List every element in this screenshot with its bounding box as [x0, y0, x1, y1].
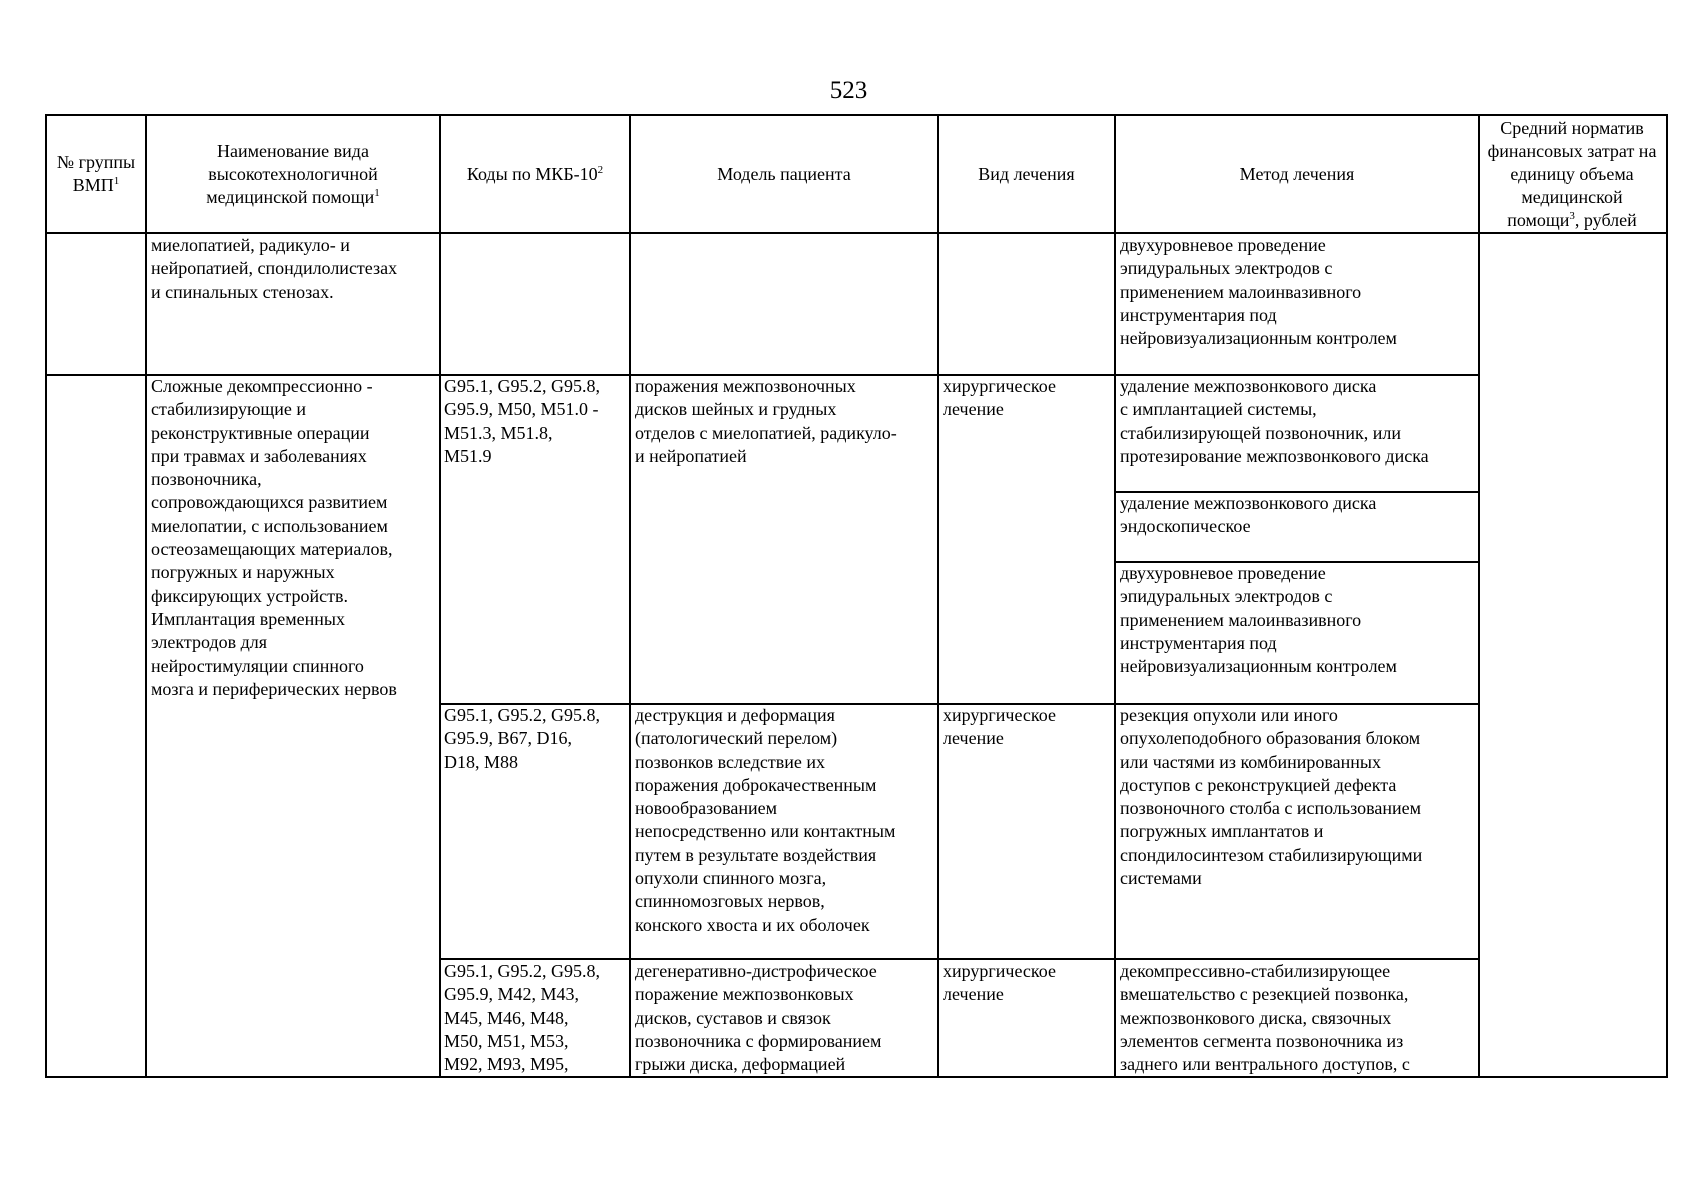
col-border-1: [145, 114, 147, 1078]
cell-treatment: хирургическое лечение: [943, 961, 1056, 1005]
col-border-6: [1478, 114, 1480, 1078]
cell-method: удаление межпозвонкового диска эндоскопическое: [1120, 493, 1377, 537]
cell-method: двухуровневое проведение эпидуральных электродов с применением малоинвазивного инструментария под нейровизуализационным контролем: [1120, 563, 1397, 677]
cell-treatment: хирургическое лечение: [943, 705, 1056, 749]
cell-model: деструкция и деформация (патологический перелом) позвонков вследствие их поражения доброкачественным новообразованием непосредственно или контактным путем в результате воздействия опухоли спинного мозга, спинномозговых нервов, конского хвоста и их оболочек: [635, 705, 896, 935]
cell-method: удаление межпозвонкового диска с имплантацией системы, стабилизирующей позвоночник, или протезирование межпозвонкового диска: [1120, 376, 1429, 466]
cell-codes: G95.1, G95.2, G95.8, G95.9, M42, M43, M45, M46, M48, M50, M51, M53, M92, M93, M95,: [444, 961, 600, 1075]
header-group: № группы ВМП$^1$: [56, 152, 136, 195]
cell-method: двухуровневое проведение эпидуральных электродов с применением малоинвазивного инструментария под нейровизуализационным контролем: [1120, 235, 1397, 349]
header-method: Метод лечения: [1239, 163, 1355, 184]
col-border-5: [1114, 114, 1116, 1078]
header-cost: Средний норматив финансовых затрат на единицу объема медицинской помощи$^3$, рублей: [1487, 117, 1657, 230]
page-number: 523: [829, 77, 868, 104]
col-border-4: [937, 114, 939, 1078]
cell-codes: G95.1, G95.2, G95.8, G95.9, M50, M51.0 - M51.3, M51.8, M51.9: [444, 376, 600, 466]
cell-method: резекция опухоли или иного опухолеподобного образования блоком или частями из комбинированных доступов с реконструкцией дефекта позвоночного столба с использованием погружных имплантатов и спондилосинтезом стабилизирующими системами: [1120, 705, 1423, 889]
header-treatment: Вид лечения: [978, 163, 1075, 184]
header-name: Наименование вида высокотехнологичной медицинской помощи$^1$: [206, 140, 380, 207]
header-model: Модель пациента: [717, 163, 851, 184]
cell-treatment: хирургическое лечение: [943, 376, 1056, 420]
cell-name: Сложные декомпрессионно - стабилизирующие и реконструктивные операции при травмах и заболеваниях позвоночника, сопровождающихся развитием миелопатии, с использованием остеозамещающих материалов, погружных и наружных фиксирующих устройств. Имплантация временных электродов для нейростимуляции спинного мозга и периферических нервов: [151, 376, 397, 699]
header-codes: Коды по МКБ-$10^2$: [466, 163, 604, 184]
cell-model: поражения межпозвоночных дисков шейных и грудных отделов с миелопатией, радикуло- и нейропатией: [635, 376, 897, 466]
col-border-3: [629, 114, 631, 1078]
cell-method: декомпрессивно-стабилизирующее вмешательство с резекцией позвонка, межпозвонкового диска, связочных элементов сегмента позвоночника из заднего или вентрального доступов, с: [1120, 961, 1410, 1075]
cell-model: дегенеративно-дистрофическое поражение межпозвонковых дисков, суставов и связок позвоночника с формированием грыжи диска, деформацией: [635, 961, 882, 1075]
col-border-2: [439, 114, 441, 1078]
col-border-0: [45, 114, 47, 1078]
cell-name: миелопатией, радикуло- и нейропатией, спондилолистезах и спинальных стенозах.: [151, 235, 398, 302]
cell-codes: G95.1, G95.2, G95.8, G95.9, B67, D16, D18, M88: [444, 705, 600, 772]
col-border-7: [1666, 114, 1668, 1078]
